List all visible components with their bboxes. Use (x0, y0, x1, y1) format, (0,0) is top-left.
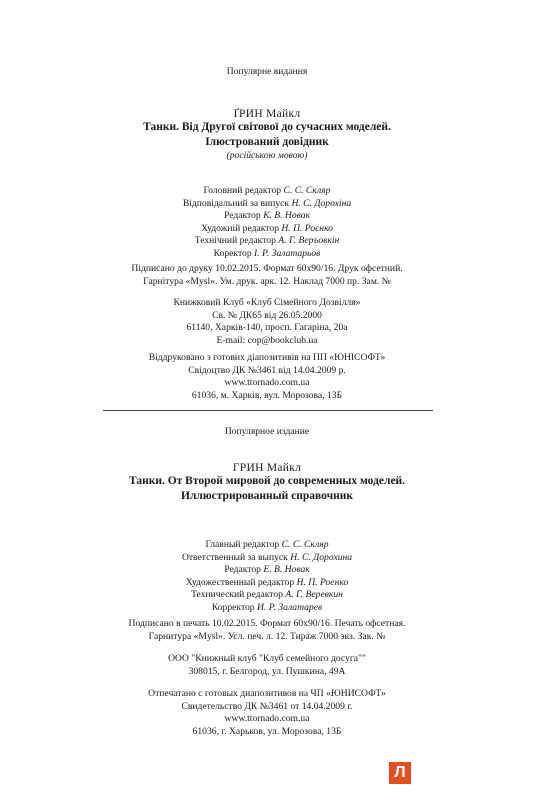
ru-printer (0, 688, 534, 738)
ua-staff-row: Технічний редактор А. Г. Веръовкін (194, 235, 340, 247)
ru-publisher-line: ООО "Книжный клуб "Клуб семейного досуга"" (168, 653, 366, 664)
ru-print-info (0, 618, 534, 643)
ua-edition-label: Популярне видання (226, 66, 308, 77)
ua-print-line: Гарнітура «Mysl». Ум. друк. арк. 12. Наклад 7000 пр. Зам. № (143, 275, 391, 287)
ru-title-line-1: Танки. От Второй мировой до современных моделей. (128, 475, 406, 487)
ru-edition-label: Популярное издание (224, 426, 310, 437)
ua-staff-row: Коректор І. Р. Залатарьов (213, 247, 321, 259)
ua-publisher-line: E-mail: cop@bookclub.ua (216, 334, 318, 346)
ru-printer-line: Свидетельство ДК №3461 от 14.04.2009 г. (181, 700, 353, 712)
ru-staff-row: Редактор Е. В. Новак (224, 564, 310, 576)
ru-staff-row: Ответственный за выпуск Н. С. Дорохина (181, 551, 353, 563)
publisher-logo-icon: Л (389, 762, 411, 784)
ru-print-line: Подписано в печать 10.02.2015. Формат 60х90/16. Печать офсетная. (128, 618, 406, 629)
ru-printer-line: 61036, г. Харьков, ул. Морозова, 13Б (192, 725, 342, 737)
ru-printer-line: Отпечатано с готовых диапозитивов на ЧП «ЮНИСОФТ» (148, 688, 386, 699)
ua-printer-line: 61036, м. Харків, вул. Морозова, 13Б (191, 389, 343, 401)
ua-print-info (0, 263, 534, 288)
ru-publisher (0, 653, 534, 678)
ua-printer-line: Свідоцтво ДК №3461 від 14.04.2009 р. (188, 364, 346, 376)
ua-staff-row: Відповідальний за випуск Н. С. Дорохіна (182, 197, 352, 209)
ru-title-line-2: Иллюстрированный справочник (181, 490, 353, 502)
ru-staff-list (0, 539, 534, 615)
ru-author: ГРИН Майкл (232, 462, 302, 474)
ua-staff-list (0, 185, 534, 261)
ua-publisher-line: Св. № ДК65 від 26.05.2000 (212, 309, 322, 321)
ua-edition-type (0, 66, 534, 77)
ru-publisher-line: 308015, г. Белгород, ул. Пушкина, 49А (188, 665, 346, 677)
ru-title-block (0, 462, 534, 504)
ua-printer-line: Віддруковано з готових діапозитивів на ПП «ЮНІСОФТ» (148, 352, 386, 363)
ru-staff-row: Корректор И. Р. Залатарев (211, 601, 323, 613)
ru-staff-row: Главный редактор С. С. Скляр (205, 539, 329, 550)
ua-print-line: Підписано до друку 10.02.2015. Формат 60х90/16. Друк офсетний. (131, 263, 403, 274)
ua-author: ҐРИН Майкл (233, 108, 301, 120)
ru-edition-type (0, 426, 534, 437)
ru-staff-row: Технический редактор А. Г. Веревкин (191, 589, 343, 601)
ua-title-line-1: Танки. Від Другої світової до сучасних моделей. (143, 121, 391, 133)
ru-print-line: Гарнитура «Mysl». Усл. печ. л. 12. Тираж 7000 экз. Зак. № (148, 630, 386, 642)
ua-title-block (0, 108, 534, 161)
ua-staff-row: Художній редактор Н. П. Роєнко (201, 222, 333, 234)
ua-publisher (0, 297, 534, 347)
section-divider (103, 410, 433, 411)
ua-language-note: (російською мовою) (226, 150, 308, 161)
ua-publisher-line: Книжковий Клуб «Клуб Сімейного Дозвілля» (173, 297, 361, 308)
ua-title-line-2: Ілюстрований довідник (205, 136, 329, 148)
ua-staff-row: Головний редактор С. С. Скляр (203, 185, 331, 196)
ru-staff-row: Художественный редактор Н. П. Роенко (185, 576, 349, 588)
ua-staff-row: Редактор К. В. Новак (223, 210, 311, 222)
ua-printer-line: www.ttornado.com.ua (224, 377, 310, 389)
ru-printer-line: www.ttornado.com.ua (224, 713, 310, 725)
ua-printer (0, 352, 534, 402)
ua-publisher-line: 61140, Харків-140, просп. Гагаріна, 20а (186, 322, 348, 334)
